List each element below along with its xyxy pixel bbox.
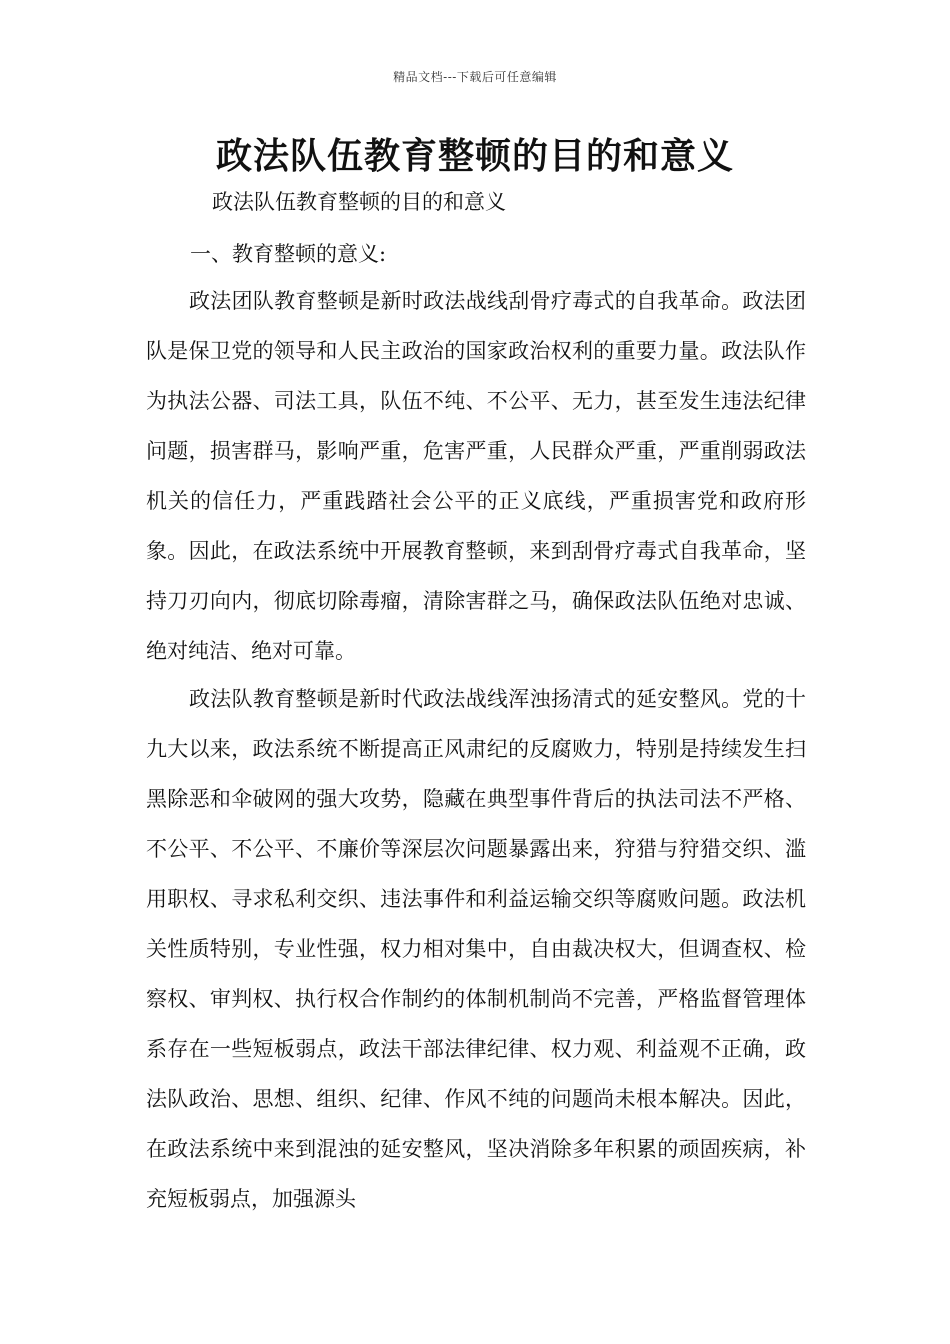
- paragraph-2: 政法队教育整顿是新时代政法战线浑浊扬清式的延安整风。党的十九大以来，政法系统不断提高正风肃纪的反腐败力，特别是持续发生扫黑除恶和伞破网的强大攻势，隐藏在典型事件背后的执法司法不严格、不公平、不公平、不廉价等深层次问题暴露出来，狩猎与狩猎交织、滥用职权、寻求私利交织、违法事件和利益运输交织等腐败问题。政法机关性质特别，专业性强，权力相对集中，自由裁决权大，但调查权、检察权、审判权、执行权合作制约的体制机制尚不完善，严格监督管理体系存在一些短板弱点，政法干部法律纪律、权力观、利益观不正确，政法队政治、思想、组织、纪律、作风不纯的问题尚未根本解决。因此，在政法系统中来到混浊的延安整风，坚决消除多年积累的顽固疾病，补充短板弱点，加强源头: [146, 687, 806, 1211]
- header-note: 精品文档---下载后可任意编辑: [393, 70, 557, 84]
- paragraph-1: 政法团队教育整顿是新时政法战线刮骨疗毒式的自我革命。政法团队是保卫党的领导和人民主政治的国家政治权利的重要力量。政法队作为执法公器、司法工具，队伍不纯、不公平、无力，甚至发生违法纪律问题，损害群马，影响严重，危害严重，人民群众严重，严重削弱政法机关的信任力，严重践踏社会公平的正义底线，严重损害党和政府形象。因此，在政法系统中开展教育整顿，来到刮骨疗毒式自我革命，坚持刀刃向内，彻底切除毒瘤，清除害群之马，确保政法队伍绝对忠诚、绝对纯洁、绝对可靠。: [146, 289, 806, 663]
- document-title: 政法队伍教育整顿的目的和意义: [215, 135, 734, 177]
- document-subtitle: 政法队伍教育整顿的目的和意义: [212, 190, 506, 214]
- section-heading: 一、教育整顿的意义:: [190, 242, 387, 266]
